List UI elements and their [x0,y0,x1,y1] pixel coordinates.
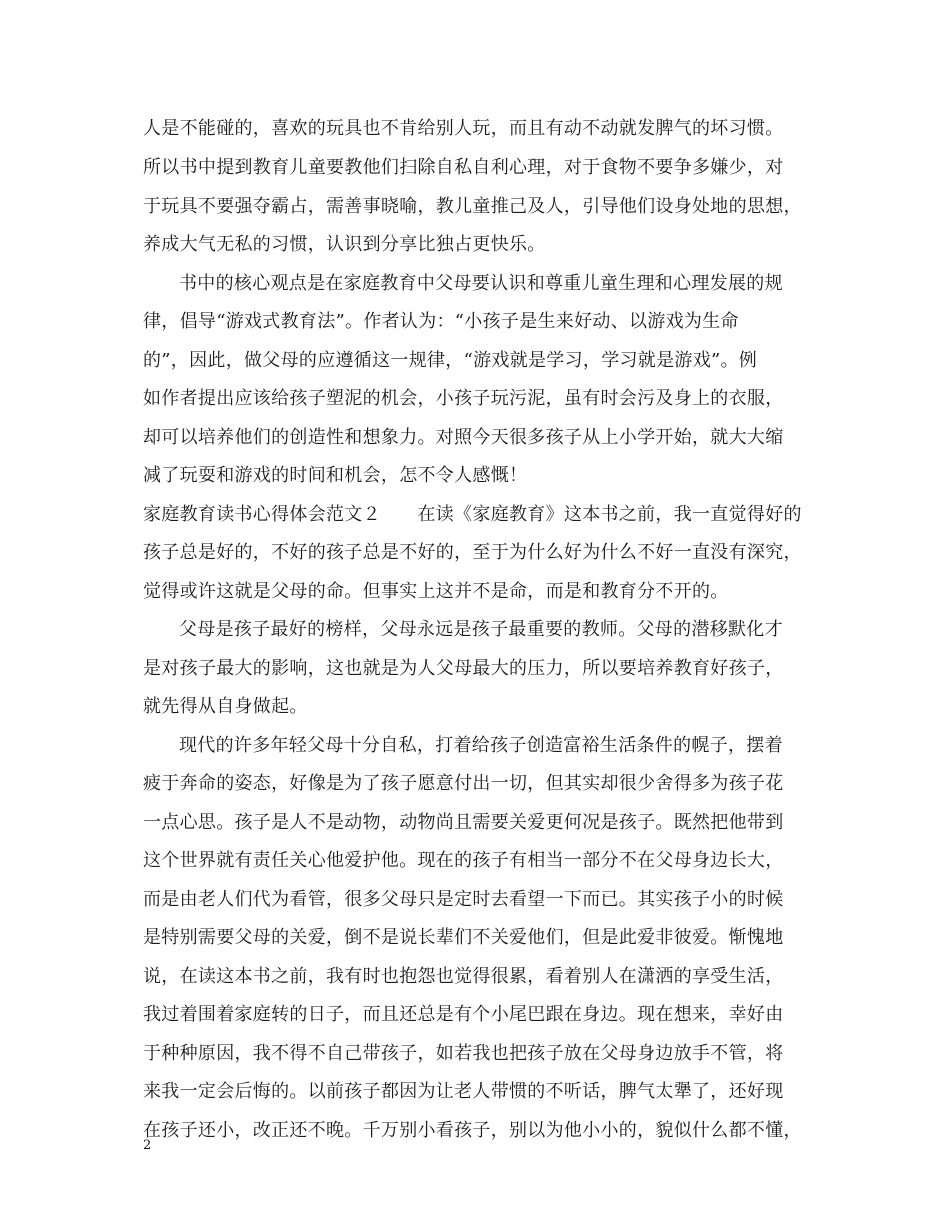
text-line: 于玩具不要强夺霸占，需善事晓喻，教儿童推己及人，引导他们设身处地的思想， [143,196,802,217]
page-number: 2 [143,1138,152,1153]
text-line: 于种种原因，我不得不自己带孩子，如若我也把孩子放在父母身边放手不管，将 [143,1043,784,1064]
text-line: 父母是孩子最好的榜样，父母永远是孩子最重要的教师。父母的潜移默化才 [179,619,783,640]
section-heading-line: 家庭教育读书心得体会范文２ 在读《家庭教育》这本书之前，我一直觉得好的 [143,504,802,525]
text-line: 的”，因此，做父母的应遵循这一规律，“游戏就是学习，学习就是游戏”。例 [143,350,758,371]
text-line: 疲于奔命的姿态，好像是为了孩子愿意付出一切，但其实却很少舍得多为孩子花 [143,773,784,794]
text-line: 在孩子还小，改正还不晚。千万别小看孩子，别以为他小小的，貌似什么都不懂， [143,1120,802,1141]
text-line: 觉得或许这就是父母的命。但事实上这并不是命，而是和教育分不开的。 [143,581,729,602]
text-line: 书中的核心观点是在家庭教育中父母要认识和尊重儿童生理和心理发展的规 [179,273,783,294]
text-line: 如作者提出应该给孩子塑泥的机会，小孩子玩污泥，虽有时会污及身上的衣服， [143,388,784,409]
text-line: 人是不能碰的，喜欢的玩具也不肯给别人玩，而且有动不动就发脾气的坏习惯。 [143,118,784,139]
text-line: 一点心思。孩子是人不是动物，动物尚且需要关爱更何况是孩子。既然把他带到 [143,812,784,833]
text-line: 减了玩耍和游戏的时间和机会，怎不令人感慨！ [143,465,528,486]
text-line: 说，在读这本书之前，我有时也抱怨也觉得很累，看着别人在潇洒的享受生活， [143,966,784,987]
text-line: 所以书中提到教育儿童要教他们扫除自私自利心理，对于食物不要争多嫌少，对 [143,157,784,178]
text-line: 却可以培养他们的创造性和想象力。对照今天很多孩子从上小学开始，就大大缩 [143,427,784,448]
text-line: 律，倡导“游戏式教育法”。作者认为：“小孩子是生来好动、以游戏为生命 [143,311,739,332]
text-line: 孩子总是好的，不好的孩子总是不好的，至于为什么好为什么不好一直没有深究， [143,542,802,563]
text-line: 这个世界就有责任关心他爱护他。现在的孩子有相当一部分不在父母身边长大， [143,850,784,871]
text-line: 现代的许多年轻父母十分自私，打着给孩子创造富裕生活条件的幌子，摆着 [179,735,783,756]
text-line: 而是由老人们代为看管，很多父母只是定时去看望一下而已。其实孩子小的时候 [143,889,784,910]
text-line: 我过着围着家庭转的日子，而且还总是有个小尾巴跟在身边。现在想来，幸好由 [143,1004,784,1025]
text-line: 是特别需要父母的关爱，倒不是说长辈们不关爱他们，但是此爱非彼爱。惭愧地 [143,927,784,948]
text-line: 来我一定会后悔的。以前孩子都因为让老人带惯的不听话，脾气太犟了，还好现 [143,1081,784,1102]
text-line: 是对孩子最大的影响，这也就是为人父母最大的压力，所以要培养教育好孩子， [143,658,784,679]
text-line: 就先得从自身做起。 [143,696,308,717]
text-line: 养成大气无私的习惯，认识到分享比独占更快乐。 [143,234,546,255]
